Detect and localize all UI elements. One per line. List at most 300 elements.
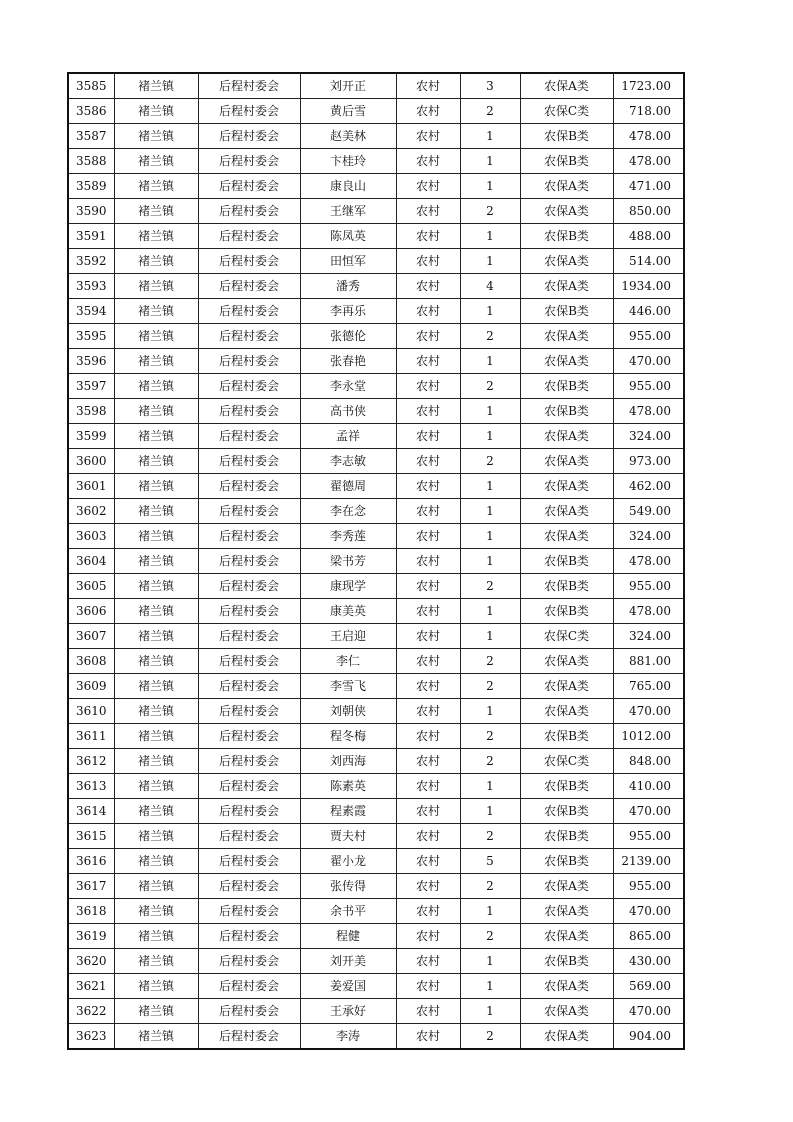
area-type-cell: 农村 (396, 449, 460, 474)
area-type-cell: 农村 (396, 274, 460, 299)
town-cell: 褚兰镇 (114, 599, 198, 624)
amount-cell: 478.00 (613, 549, 684, 574)
household-size-cell: 1 (460, 224, 520, 249)
amount-cell: 848.00 (613, 749, 684, 774)
area-type-cell: 农村 (396, 999, 460, 1024)
insurance-category-cell: 农保A类 (520, 73, 613, 99)
table-row (68, 1024, 684, 1050)
row-number-cell: 3585 (68, 73, 114, 99)
person-name-cell: 王承好 (300, 999, 396, 1024)
insurance-category-cell: 农保B类 (520, 399, 613, 424)
table-row (68, 824, 684, 849)
household-size-cell: 2 (460, 649, 520, 674)
table-row (68, 999, 684, 1024)
row-number-cell: 3623 (68, 1024, 114, 1050)
household-size-cell: 2 (460, 574, 520, 599)
village-committee-cell: 后程村委会 (198, 649, 300, 674)
person-name-cell: 刘朝侠 (300, 699, 396, 724)
amount-cell: 478.00 (613, 124, 684, 149)
area-type-cell: 农村 (396, 249, 460, 274)
household-size-cell: 1 (460, 624, 520, 649)
household-size-cell: 1 (460, 149, 520, 174)
insurance-category-cell: 农保A类 (520, 449, 613, 474)
row-number-cell: 3607 (68, 624, 114, 649)
household-size-cell: 2 (460, 924, 520, 949)
town-cell: 褚兰镇 (114, 499, 198, 524)
household-size-cell: 2 (460, 874, 520, 899)
row-number-cell: 3600 (68, 449, 114, 474)
insurance-category-cell: 农保A类 (520, 874, 613, 899)
table-row (68, 474, 684, 499)
amount-cell: 1723.00 (613, 73, 684, 99)
amount-cell: 955.00 (613, 374, 684, 399)
village-committee-cell: 后程村委会 (198, 899, 300, 924)
household-size-cell: 1 (460, 949, 520, 974)
village-committee-cell: 后程村委会 (198, 124, 300, 149)
village-committee-cell: 后程村委会 (198, 1024, 300, 1050)
town-cell: 褚兰镇 (114, 324, 198, 349)
area-type-cell: 农村 (396, 299, 460, 324)
village-committee-cell: 后程村委会 (198, 73, 300, 99)
insurance-category-cell: 农保A类 (520, 199, 613, 224)
table-row (68, 199, 684, 224)
town-cell: 褚兰镇 (114, 149, 198, 174)
row-number-cell: 3597 (68, 374, 114, 399)
row-number-cell: 3603 (68, 524, 114, 549)
village-committee-cell: 后程村委会 (198, 474, 300, 499)
area-type-cell: 农村 (396, 649, 460, 674)
village-committee-cell: 后程村委会 (198, 624, 300, 649)
area-type-cell: 农村 (396, 974, 460, 999)
area-type-cell: 农村 (396, 224, 460, 249)
row-number-cell: 3601 (68, 474, 114, 499)
household-size-cell: 5 (460, 849, 520, 874)
insurance-category-cell: 农保A类 (520, 974, 613, 999)
person-name-cell: 程健 (300, 924, 396, 949)
household-size-cell: 1 (460, 474, 520, 499)
table-row (68, 649, 684, 674)
table-row (68, 924, 684, 949)
area-type-cell: 农村 (396, 949, 460, 974)
table-row (68, 499, 684, 524)
area-type-cell: 农村 (396, 349, 460, 374)
insurance-category-cell: 农保A类 (520, 249, 613, 274)
town-cell: 褚兰镇 (114, 974, 198, 999)
area-type-cell: 农村 (396, 174, 460, 199)
village-committee-cell: 后程村委会 (198, 399, 300, 424)
person-name-cell: 田恒军 (300, 249, 396, 274)
amount-cell: 718.00 (613, 99, 684, 124)
table-row (68, 399, 684, 424)
person-name-cell: 潘秀 (300, 274, 396, 299)
row-number-cell: 3593 (68, 274, 114, 299)
amount-cell: 514.00 (613, 249, 684, 274)
table-row (68, 73, 684, 99)
household-size-cell: 2 (460, 674, 520, 699)
person-name-cell: 李仁 (300, 649, 396, 674)
household-size-cell: 2 (460, 99, 520, 124)
table-row (68, 424, 684, 449)
table-row (68, 624, 684, 649)
amount-cell: 430.00 (613, 949, 684, 974)
area-type-cell: 农村 (396, 424, 460, 449)
row-number-cell: 3621 (68, 974, 114, 999)
area-type-cell: 农村 (396, 774, 460, 799)
village-committee-cell: 后程村委会 (198, 999, 300, 1024)
town-cell: 褚兰镇 (114, 699, 198, 724)
household-size-cell: 3 (460, 73, 520, 99)
person-name-cell: 刘西海 (300, 749, 396, 774)
village-committee-cell: 后程村委会 (198, 174, 300, 199)
village-committee-cell: 后程村委会 (198, 149, 300, 174)
area-type-cell: 农村 (396, 149, 460, 174)
row-number-cell: 3609 (68, 674, 114, 699)
area-type-cell: 农村 (396, 924, 460, 949)
household-size-cell: 1 (460, 349, 520, 374)
amount-cell: 470.00 (613, 349, 684, 374)
row-number-cell: 3590 (68, 199, 114, 224)
amount-cell: 904.00 (613, 1024, 684, 1050)
amount-cell: 1934.00 (613, 274, 684, 299)
row-number-cell: 3612 (68, 749, 114, 774)
town-cell: 褚兰镇 (114, 249, 198, 274)
insurance-category-cell: 农保B类 (520, 224, 613, 249)
table-row (68, 149, 684, 174)
row-number-cell: 3622 (68, 999, 114, 1024)
insurance-category-cell: 农保B类 (520, 724, 613, 749)
area-type-cell: 农村 (396, 324, 460, 349)
person-name-cell: 高书侠 (300, 399, 396, 424)
table-row (68, 549, 684, 574)
area-type-cell: 农村 (396, 624, 460, 649)
amount-cell: 488.00 (613, 224, 684, 249)
row-number-cell: 3608 (68, 649, 114, 674)
amount-cell: 569.00 (613, 974, 684, 999)
table-row (68, 574, 684, 599)
town-cell: 褚兰镇 (114, 449, 198, 474)
allowance-table (67, 72, 685, 1050)
insurance-category-cell: 农保A类 (520, 324, 613, 349)
person-name-cell: 赵美林 (300, 124, 396, 149)
row-number-cell: 3598 (68, 399, 114, 424)
village-committee-cell: 后程村委会 (198, 824, 300, 849)
area-type-cell: 农村 (396, 549, 460, 574)
row-number-cell: 3595 (68, 324, 114, 349)
amount-cell: 549.00 (613, 499, 684, 524)
village-committee-cell: 后程村委会 (198, 799, 300, 824)
row-number-cell: 3604 (68, 549, 114, 574)
insurance-category-cell: 农保B类 (520, 549, 613, 574)
insurance-category-cell: 农保A类 (520, 674, 613, 699)
table-row (68, 874, 684, 899)
village-committee-cell: 后程村委会 (198, 524, 300, 549)
person-name-cell: 王启迎 (300, 624, 396, 649)
amount-cell: 324.00 (613, 524, 684, 549)
town-cell: 褚兰镇 (114, 399, 198, 424)
area-type-cell: 农村 (396, 474, 460, 499)
table-row (68, 749, 684, 774)
amount-cell: 462.00 (613, 474, 684, 499)
insurance-category-cell: 农保A类 (520, 474, 613, 499)
town-cell: 褚兰镇 (114, 924, 198, 949)
row-number-cell: 3611 (68, 724, 114, 749)
amount-cell: 2139.00 (613, 849, 684, 874)
household-size-cell: 1 (460, 699, 520, 724)
area-type-cell: 农村 (396, 499, 460, 524)
amount-cell: 470.00 (613, 999, 684, 1024)
area-type-cell: 农村 (396, 399, 460, 424)
table-row (68, 699, 684, 724)
village-committee-cell: 后程村委会 (198, 674, 300, 699)
table-row (68, 974, 684, 999)
town-cell: 褚兰镇 (114, 474, 198, 499)
row-number-cell: 3589 (68, 174, 114, 199)
person-name-cell: 张德伦 (300, 324, 396, 349)
amount-cell: 478.00 (613, 599, 684, 624)
table-row (68, 274, 684, 299)
household-size-cell: 1 (460, 899, 520, 924)
person-name-cell: 李雪飞 (300, 674, 396, 699)
row-number-cell: 3596 (68, 349, 114, 374)
amount-cell: 470.00 (613, 899, 684, 924)
household-size-cell: 1 (460, 424, 520, 449)
area-type-cell: 农村 (396, 849, 460, 874)
table-row (68, 374, 684, 399)
town-cell: 褚兰镇 (114, 174, 198, 199)
person-name-cell: 程素霞 (300, 799, 396, 824)
row-number-cell: 3616 (68, 849, 114, 874)
row-number-cell: 3617 (68, 874, 114, 899)
town-cell: 褚兰镇 (114, 224, 198, 249)
row-number-cell: 3620 (68, 949, 114, 974)
town-cell: 褚兰镇 (114, 874, 198, 899)
row-number-cell: 3599 (68, 424, 114, 449)
town-cell: 褚兰镇 (114, 1024, 198, 1050)
table-row (68, 949, 684, 974)
household-size-cell: 2 (460, 1024, 520, 1050)
town-cell: 褚兰镇 (114, 124, 198, 149)
area-type-cell: 农村 (396, 749, 460, 774)
town-cell: 褚兰镇 (114, 674, 198, 699)
village-committee-cell: 后程村委会 (198, 699, 300, 724)
village-committee-cell: 后程村委会 (198, 299, 300, 324)
amount-cell: 881.00 (613, 649, 684, 674)
household-size-cell: 2 (460, 724, 520, 749)
household-size-cell: 2 (460, 824, 520, 849)
village-committee-cell: 后程村委会 (198, 249, 300, 274)
row-number-cell: 3619 (68, 924, 114, 949)
table-row (68, 599, 684, 624)
person-name-cell: 刘开正 (300, 73, 396, 99)
person-name-cell: 李秀莲 (300, 524, 396, 549)
insurance-category-cell: 农保C类 (520, 624, 613, 649)
area-type-cell: 农村 (396, 699, 460, 724)
amount-cell: 973.00 (613, 449, 684, 474)
area-type-cell: 农村 (396, 124, 460, 149)
table-row (68, 124, 684, 149)
village-committee-cell: 后程村委会 (198, 374, 300, 399)
village-committee-cell: 后程村委会 (198, 424, 300, 449)
insurance-category-cell: 农保A类 (520, 699, 613, 724)
row-number-cell: 3610 (68, 699, 114, 724)
village-committee-cell: 后程村委会 (198, 224, 300, 249)
row-number-cell: 3592 (68, 249, 114, 274)
town-cell: 褚兰镇 (114, 349, 198, 374)
area-type-cell: 农村 (396, 574, 460, 599)
village-committee-cell: 后程村委会 (198, 749, 300, 774)
area-type-cell: 农村 (396, 824, 460, 849)
area-type-cell: 农村 (396, 724, 460, 749)
table-row (68, 299, 684, 324)
table-row (68, 724, 684, 749)
household-size-cell: 1 (460, 249, 520, 274)
table-row (68, 849, 684, 874)
amount-cell: 478.00 (613, 149, 684, 174)
insurance-category-cell: 农保B类 (520, 774, 613, 799)
table-row (68, 174, 684, 199)
town-cell: 褚兰镇 (114, 424, 198, 449)
insurance-category-cell: 农保B类 (520, 849, 613, 874)
household-size-cell: 1 (460, 174, 520, 199)
village-committee-cell: 后程村委会 (198, 99, 300, 124)
village-committee-cell: 后程村委会 (198, 449, 300, 474)
amount-cell: 850.00 (613, 199, 684, 224)
town-cell: 褚兰镇 (114, 73, 198, 99)
person-name-cell: 陈凤英 (300, 224, 396, 249)
village-committee-cell: 后程村委会 (198, 274, 300, 299)
person-name-cell: 李再乐 (300, 299, 396, 324)
insurance-category-cell: 农保B类 (520, 574, 613, 599)
town-cell: 褚兰镇 (114, 824, 198, 849)
table-body (68, 73, 684, 1049)
amount-cell: 324.00 (613, 424, 684, 449)
insurance-category-cell: 农保B类 (520, 124, 613, 149)
row-number-cell: 3614 (68, 799, 114, 824)
town-cell: 褚兰镇 (114, 724, 198, 749)
village-committee-cell: 后程村委会 (198, 974, 300, 999)
row-number-cell: 3586 (68, 99, 114, 124)
household-size-cell: 1 (460, 974, 520, 999)
town-cell: 褚兰镇 (114, 749, 198, 774)
town-cell: 褚兰镇 (114, 549, 198, 574)
person-name-cell: 贾夫村 (300, 824, 396, 849)
village-committee-cell: 后程村委会 (198, 499, 300, 524)
village-committee-cell: 后程村委会 (198, 199, 300, 224)
table-row (68, 449, 684, 474)
village-committee-cell: 后程村委会 (198, 949, 300, 974)
person-name-cell: 康美英 (300, 599, 396, 624)
table-row (68, 524, 684, 549)
insurance-category-cell: 农保C类 (520, 749, 613, 774)
area-type-cell: 农村 (396, 1024, 460, 1050)
person-name-cell: 姜爱国 (300, 974, 396, 999)
insurance-category-cell: 农保B类 (520, 949, 613, 974)
row-number-cell: 3618 (68, 899, 114, 924)
household-size-cell: 2 (460, 374, 520, 399)
amount-cell: 471.00 (613, 174, 684, 199)
table-row (68, 224, 684, 249)
person-name-cell: 康良山 (300, 174, 396, 199)
village-committee-cell: 后程村委会 (198, 924, 300, 949)
household-size-cell: 2 (460, 449, 520, 474)
village-committee-cell: 后程村委会 (198, 774, 300, 799)
table-row (68, 899, 684, 924)
household-size-cell: 1 (460, 524, 520, 549)
town-cell: 褚兰镇 (114, 99, 198, 124)
insurance-category-cell: 农保B类 (520, 599, 613, 624)
amount-cell: 955.00 (613, 874, 684, 899)
person-name-cell: 梁书芳 (300, 549, 396, 574)
household-size-cell: 1 (460, 499, 520, 524)
person-name-cell: 余书平 (300, 899, 396, 924)
person-name-cell: 刘开美 (300, 949, 396, 974)
town-cell: 褚兰镇 (114, 274, 198, 299)
amount-cell: 765.00 (613, 674, 684, 699)
area-type-cell: 农村 (396, 899, 460, 924)
insurance-category-cell: 农保A类 (520, 1024, 613, 1050)
person-name-cell: 黄后雪 (300, 99, 396, 124)
town-cell: 褚兰镇 (114, 574, 198, 599)
town-cell: 褚兰镇 (114, 799, 198, 824)
household-size-cell: 1 (460, 799, 520, 824)
area-type-cell: 农村 (396, 374, 460, 399)
area-type-cell: 农村 (396, 199, 460, 224)
insurance-category-cell: 农保B类 (520, 824, 613, 849)
row-number-cell: 3594 (68, 299, 114, 324)
area-type-cell: 农村 (396, 674, 460, 699)
amount-cell: 410.00 (613, 774, 684, 799)
village-committee-cell: 后程村委会 (198, 849, 300, 874)
town-cell: 褚兰镇 (114, 774, 198, 799)
town-cell: 褚兰镇 (114, 999, 198, 1024)
table-row (68, 774, 684, 799)
insurance-category-cell: 农保A类 (520, 924, 613, 949)
person-name-cell: 王继军 (300, 199, 396, 224)
amount-cell: 865.00 (613, 924, 684, 949)
insurance-category-cell: 农保A类 (520, 424, 613, 449)
town-cell: 褚兰镇 (114, 374, 198, 399)
household-size-cell: 1 (460, 299, 520, 324)
person-name-cell: 陈素英 (300, 774, 396, 799)
insurance-category-cell: 农保A类 (520, 174, 613, 199)
town-cell: 褚兰镇 (114, 299, 198, 324)
row-number-cell: 3602 (68, 499, 114, 524)
amount-cell: 470.00 (613, 699, 684, 724)
insurance-category-cell: 农保B类 (520, 374, 613, 399)
person-name-cell: 翟德周 (300, 474, 396, 499)
village-committee-cell: 后程村委会 (198, 549, 300, 574)
area-type-cell: 农村 (396, 524, 460, 549)
person-name-cell: 翟小龙 (300, 849, 396, 874)
insurance-category-cell: 农保A类 (520, 499, 613, 524)
person-name-cell: 李志敏 (300, 449, 396, 474)
household-size-cell: 2 (460, 324, 520, 349)
amount-cell: 470.00 (613, 799, 684, 824)
table-row (68, 674, 684, 699)
person-name-cell: 程冬梅 (300, 724, 396, 749)
town-cell: 褚兰镇 (114, 624, 198, 649)
village-committee-cell: 后程村委会 (198, 574, 300, 599)
amount-cell: 955.00 (613, 574, 684, 599)
area-type-cell: 农村 (396, 73, 460, 99)
town-cell: 褚兰镇 (114, 849, 198, 874)
household-size-cell: 1 (460, 774, 520, 799)
household-size-cell: 4 (460, 274, 520, 299)
insurance-category-cell: 农保C类 (520, 99, 613, 124)
town-cell: 褚兰镇 (114, 949, 198, 974)
amount-cell: 446.00 (613, 299, 684, 324)
table-row (68, 324, 684, 349)
